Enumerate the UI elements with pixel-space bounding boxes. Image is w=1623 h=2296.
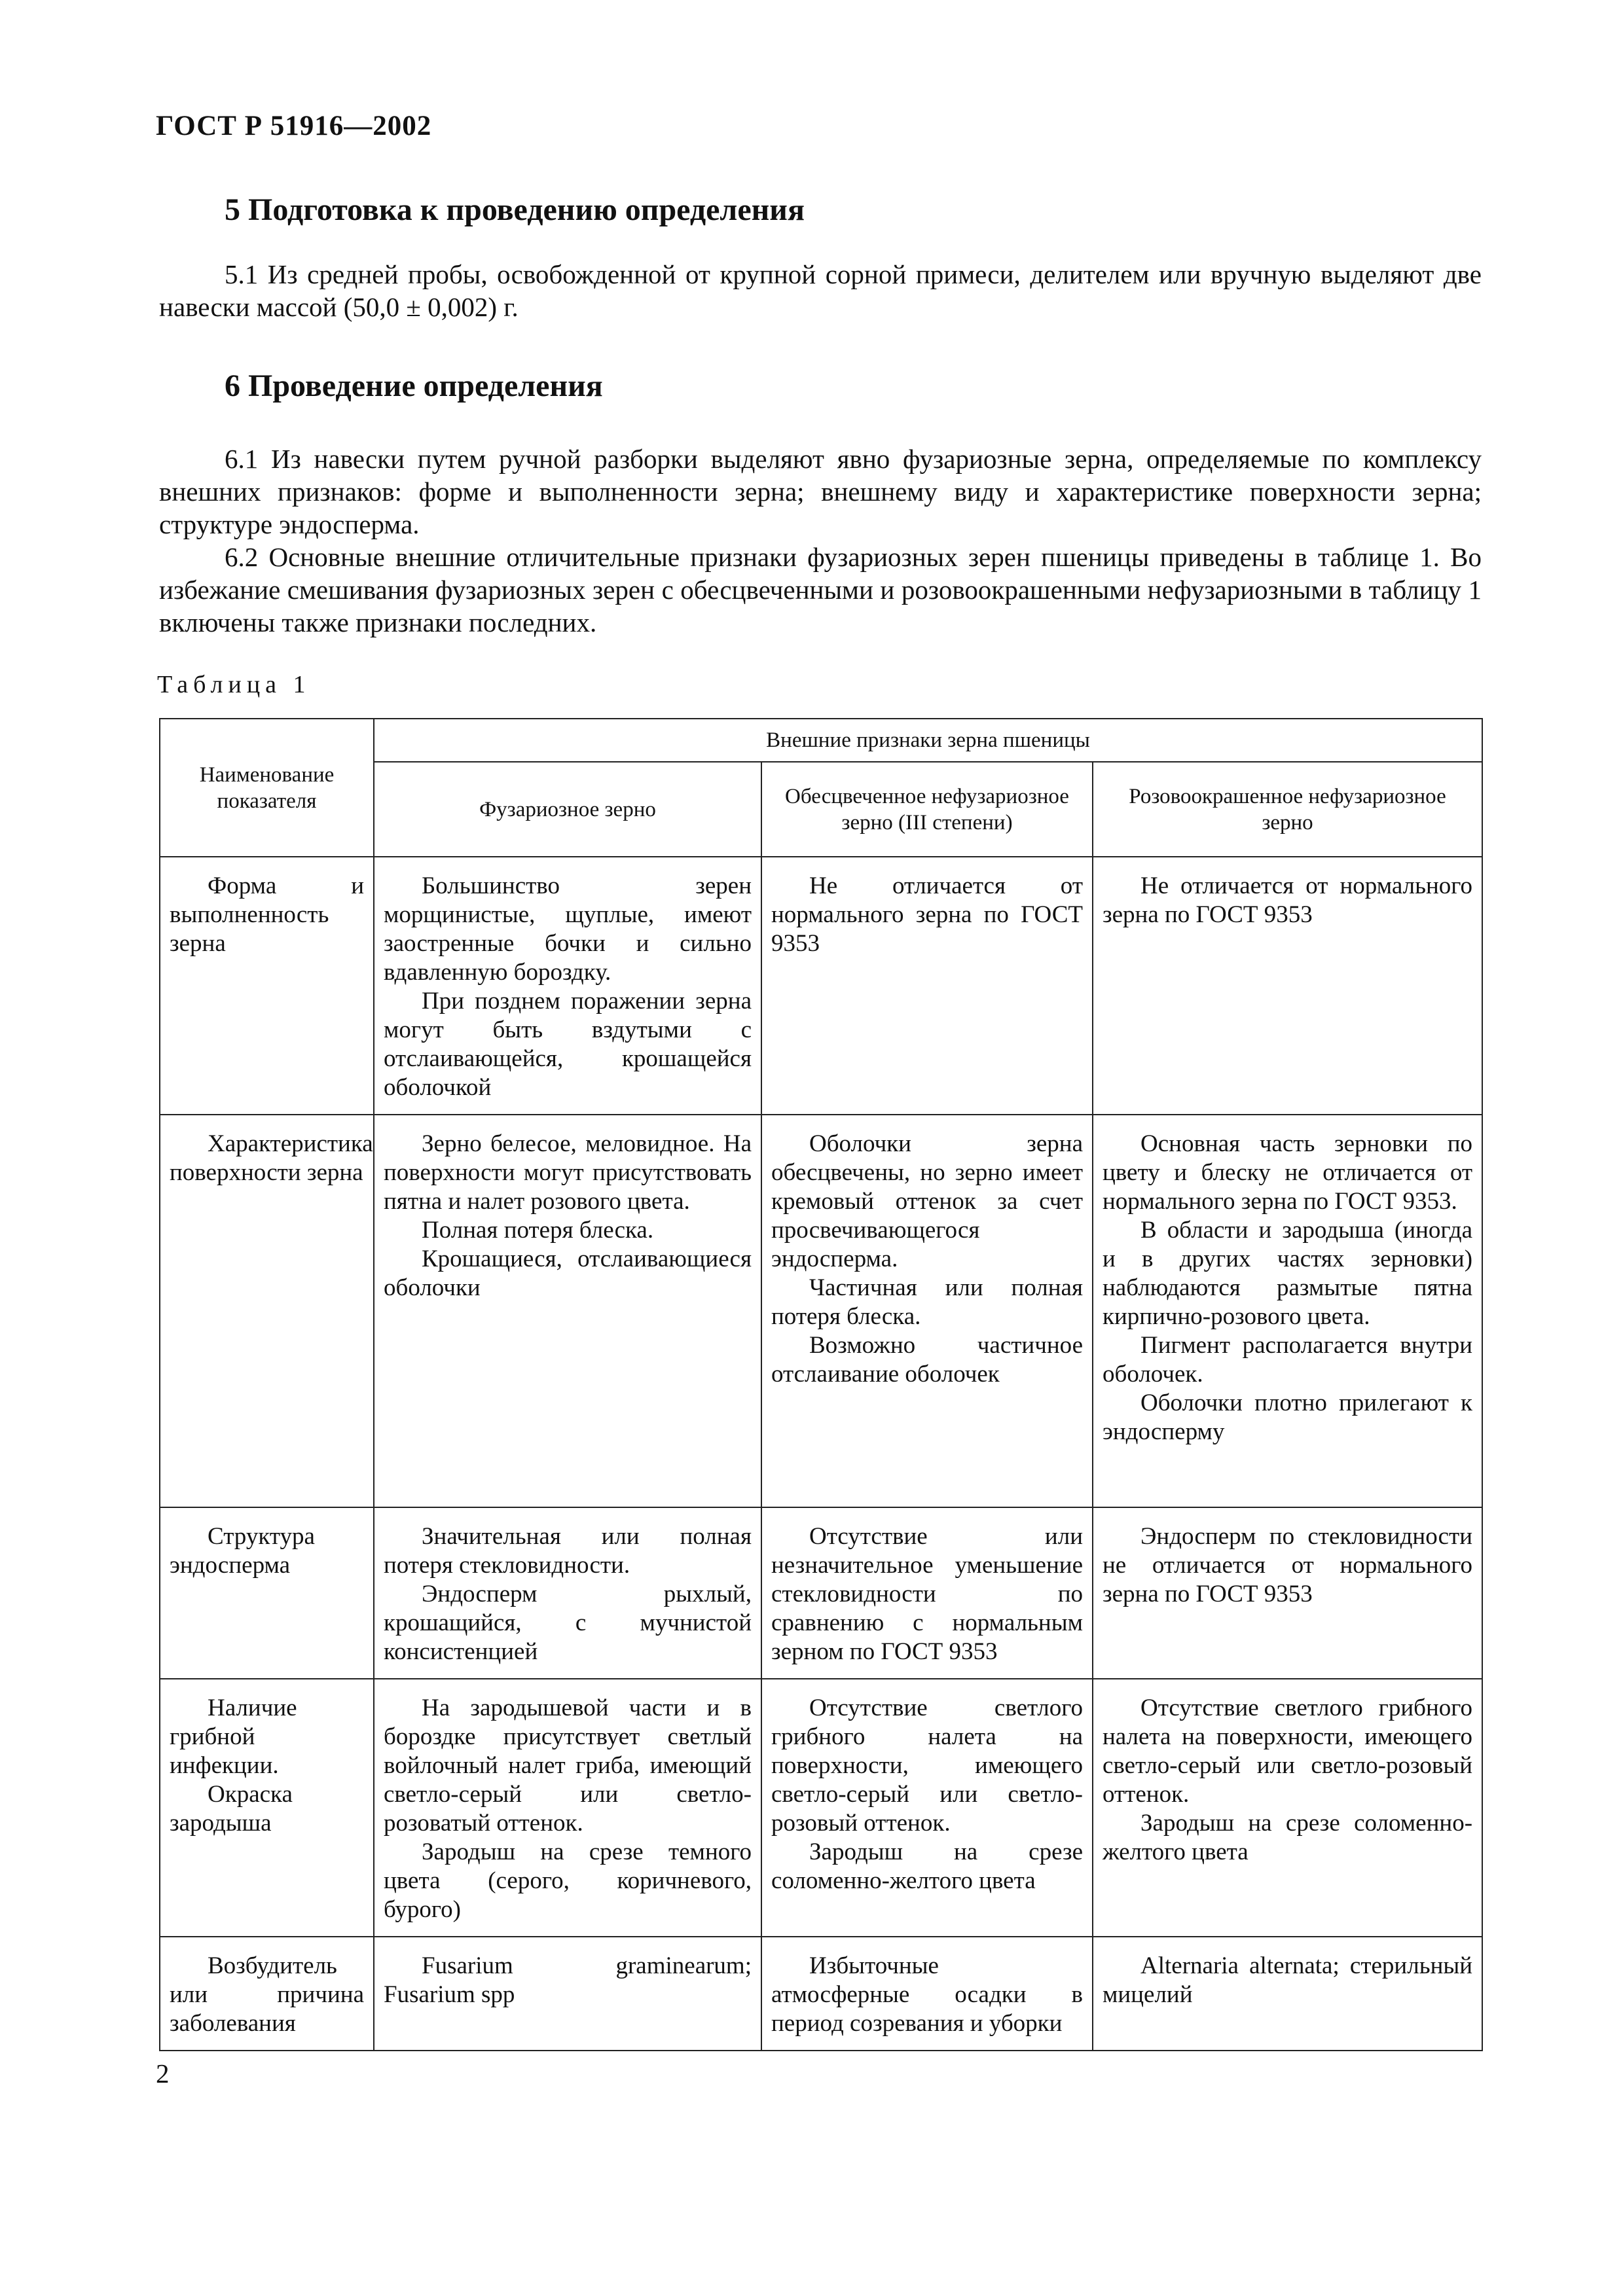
table-row [160,1507,1482,1679]
cell-paragraph: Отсутствие светлого грибного налета на поверхности, имеющего светло-серый или светло-розовый оттенок. [771,1695,1083,1837]
cell-paragraph: Частичная или полная потеря блеска. [771,1274,1083,1330]
row-name-cell [160,1115,374,1507]
discolored-cell [761,1937,1093,2051]
cell-paragraph: Не отличается от нормального зерна по ГОСТ 9353 [1103,872,1473,928]
pink-cell [1093,1115,1482,1507]
cell-paragraph: Оболочки плотно прилегают к эндосперму [1103,1390,1473,1445]
cell-paragraph: Отсутствие светлого грибного налета на поверхности, имеющего светло-серый или светло-розовый оттенок. [1103,1695,1473,1808]
fusarium-cell [374,1507,761,1679]
cell-paragraph: Характеристика поверхности зерна [170,1130,373,1186]
discolored-cell [761,1679,1093,1937]
cell-paragraph: Alternaria alternata; стерильный мицелий [1103,1952,1473,2008]
table-row [160,1115,1482,1507]
pink-cell [1093,1507,1482,1679]
fusarium-cell [374,1679,761,1937]
pink-cell [1093,1937,1482,2051]
row-name-cell [160,1507,374,1679]
header-external-signs: Внешние признаки зерна пшеницы [374,719,1482,762]
table-row [160,1679,1482,1937]
header-pink-grain: Розовоокрашенное нефузариозное зерно [1093,762,1482,857]
cell-paragraph: Зародыш на срезе темного цвета (серого, коричневого, бурого) [384,1839,752,1923]
document-header: ГОСТ Р 51916—2002 [156,111,432,141]
table-1 [159,718,1483,2051]
cell-paragraph: В области и зародыша (иногда и в других частях зерновки) наблюдаются размытые пятна кирпично-розового цвета. [1103,1217,1473,1330]
cell-paragraph: Зародыш на срезе соломенно-желтого цвета [771,1839,1083,1894]
cell-paragraph: Оболочки зерна обесцвечены, но зерно имеет кремовый оттенок за счет просвечивающегося эндосперма. [771,1130,1083,1272]
table-row [160,857,1482,1115]
cell-paragraph: Наличие грибной инфекции. [170,1695,297,1779]
paragraph-6-2: 6.2 Основные внешние отличительные признаки фузариозных зерен пшеницы приведены в таблице 1. Во избежание смешивания фузариозных зерен с обесцвеченными и розовоокрашенными нефузариозными в таблицу 1 включены также признаки последних. [159,542,1482,637]
cell-paragraph: Не отличается от нормального зерна по ГОСТ 9353 [771,872,1083,957]
cell-paragraph: Полная потеря блеска. [422,1217,654,1244]
row-name-cell [160,1679,374,1937]
row-name-cell [160,1937,374,2051]
cell-paragraph: Возможно частичное отслаивание оболочек [771,1332,1083,1388]
pink-cell [1093,1679,1482,1937]
page-number: 2 [156,2058,170,2089]
cell-paragraph: Структура эндосперма [170,1523,315,1579]
cell-paragraph: Возбудитель или причина заболевания [170,1952,364,2037]
fusarium-cell [374,1115,761,1507]
discolored-cell [761,1507,1093,1679]
table-row [160,1937,1482,2051]
section-5-title: 5 Подготовка к проведению определения [225,192,805,227]
header-indicator-name: Наименование показателя [160,719,374,857]
cell-paragraph: Отсутствие или незначительное уменьшение стекловидности по сравнению с нормальным зерном по ГОСТ 9353 [771,1523,1083,1665]
fusarium-cell [374,857,761,1115]
header-discolored-grain: Обесцвеченное нефузариозное зерно (III степени) [761,762,1093,857]
cell-paragraph: При позднем поражении зерна могут быть вздутыми с отслаивающейся, крошащейся оболочкой [384,988,752,1101]
section-6-title: 6 Проведение определения [225,368,603,403]
paragraph-5-1: 5.1 Из средней пробы, освобожденной от крупной сорной примеси, делителем или вручную выделяют две навески массой (50,0 ± 0,002) г. [159,259,1482,322]
paragraph-6-1: 6.1 Из навески путем ручной разборки выделяют явно фузариозные зерна, определяемые по комплексу внешних признаков: форме и выполненности зерна; внешнему виду и характеристике поверхности зерна; структуре эндосперма. [159,444,1482,539]
cell-paragraph: Эндосперм рыхлый, крошащийся, с мучнистой консистенцией [384,1581,752,1665]
cell-paragraph: Крошащиеся, отслаивающиеся оболочки [384,1246,752,1301]
cell-paragraph: Большинство зерен морщинистые, щуплые, имеют заостренные бочки и сильно вдавленную бороздку. [384,872,752,986]
pink-cell [1093,857,1482,1115]
cell-paragraph: Форма и выполненность зерна [170,872,364,957]
cell-paragraph: Основная часть зерновки по цвету и блеску не отличается от нормального зерна по ГОСТ 9353. [1103,1130,1473,1215]
cell-paragraph: Окраска зародыша [170,1781,293,1837]
cell-paragraph: Пигмент располагается внутри оболочек. [1103,1332,1473,1388]
cell-paragraph: Эндосперм по стекловидности не отличается от нормального зерна по ГОСТ 9353 [1103,1523,1473,1607]
discolored-cell [761,857,1093,1115]
cell-paragraph: Избыточные атмосферные осадки в период созревания и уборки [771,1952,1083,2037]
table-caption: Таблица 1 [157,671,311,698]
discolored-cell [761,1115,1093,1507]
cell-paragraph: Зерно белесое, меловидное. На поверхности могут присутствовать пятна и налет розового цвета. [384,1130,752,1215]
row-name-cell [160,857,374,1115]
cell-paragraph: Значительная или полная потеря стекловидности. [384,1523,752,1579]
cell-paragraph: Зародыш на срезе соломенно-желтого цвета [1103,1810,1473,1865]
fusarium-cell [374,1937,761,2051]
header-fusarium-grain: Фузариозное зерно [374,762,761,857]
cell-paragraph: Fusarium graminearum; Fusarium spp [384,1952,752,2008]
cell-paragraph: На зародышевой части и в бороздке присутствует светлый войлочный налет гриба, имеющий светло-серый или светло-розоватый оттенок. [384,1695,752,1837]
